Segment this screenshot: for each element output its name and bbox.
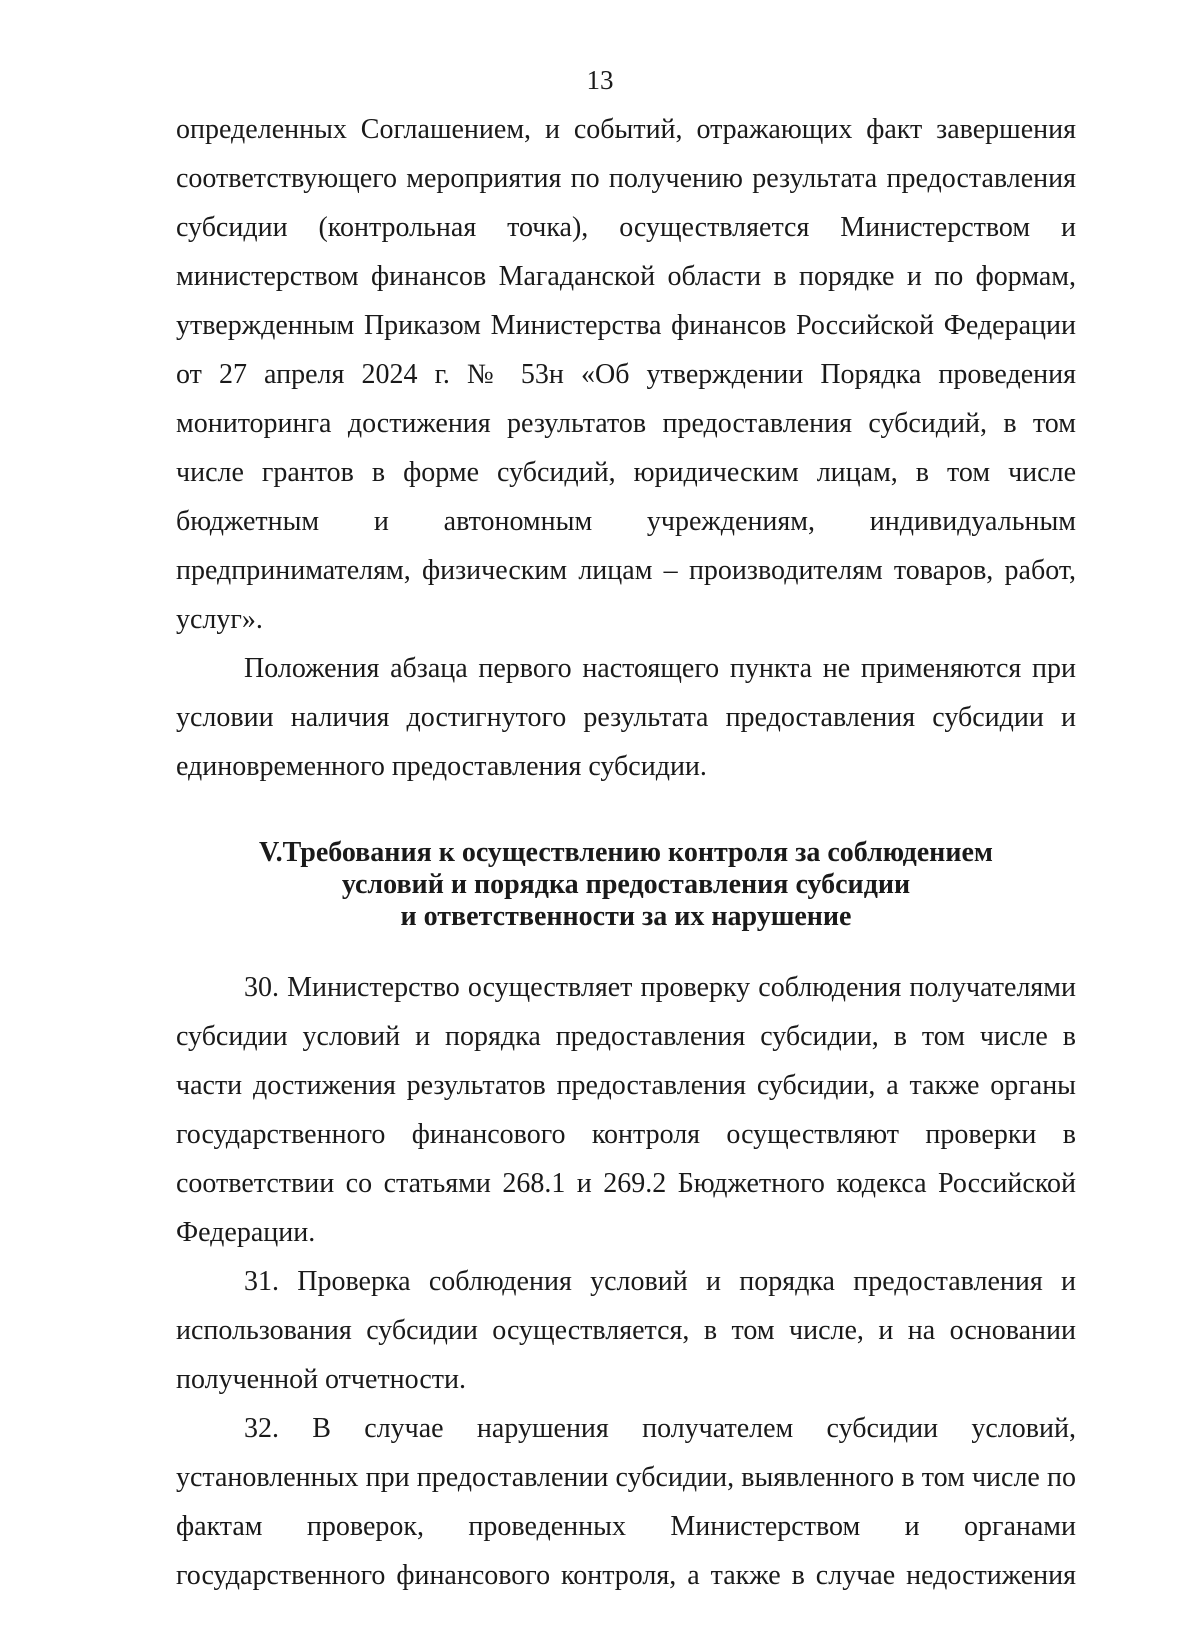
section-heading-line-3: и ответственности за их нарушение [400,901,852,932]
section-heading [176,837,1076,933]
paragraph-provisions: Положения абзаца первого настоящего пункта не применяются при условии наличия достигнутого результата предоставления субсидии и единовременного предоставления субсидии. [176,653,1076,782]
paragraph-item-30: 30. Министерство осуществляет проверку соблюдения получателями субсидии условий и порядка предоставления субсидии, в том числе в части достижения результатов предоставления субсидии, а также органы государственного финансового контроля осуществляют проверки в соответствии со статьями 268.1 и 269.2 Бюджетного кодекса Российской Федерации. [176,972,1076,1248]
paragraph-item-32: 32. В случае нарушения получателем субсидии условий, установленных при предоставлении субсидии, выявленного в том числе по фактам проверок, проведенных Министерством и органами государственного финансового контроля, а также в случае недостижения [176,1413,1076,1591]
paragraph-item-31: 31. Проверка соблюдения условий и порядка предоставления и использования субсидии осуществляется, в том числе, и на основании полученной отчетности. [176,1266,1076,1395]
page-number: 13 [586,65,614,95]
document-body [176,105,1076,1600]
section-heading-line-2: условий и порядка предоставления субсидии [341,869,911,900]
section-heading-line-1: V.Требования к осуществлению контроля за соблюдением [259,837,993,868]
paragraph-continuation: определенных Соглашением, и событий, отражающих факт завершения соответствующего мероприятия по получению результата предоставления субсидии (контрольная точка), осуществляется Министерством и министерством финансов Магаданской области в порядке и по формам, утвержденным Приказом Министерства финансов Российской Федерации от 27 апреля 2024 г. № 53н «Об утверждении Порядка проведения мониторинга достижения результатов предоставления субсидий, в том числе грантов в форме субсидий, юридическим лицам, в том числе бюджетным и автономным учреждениям, индивидуальным предпринимателям, физическим лицам – производителям товаров, работ, услуг». [176,114,1076,635]
